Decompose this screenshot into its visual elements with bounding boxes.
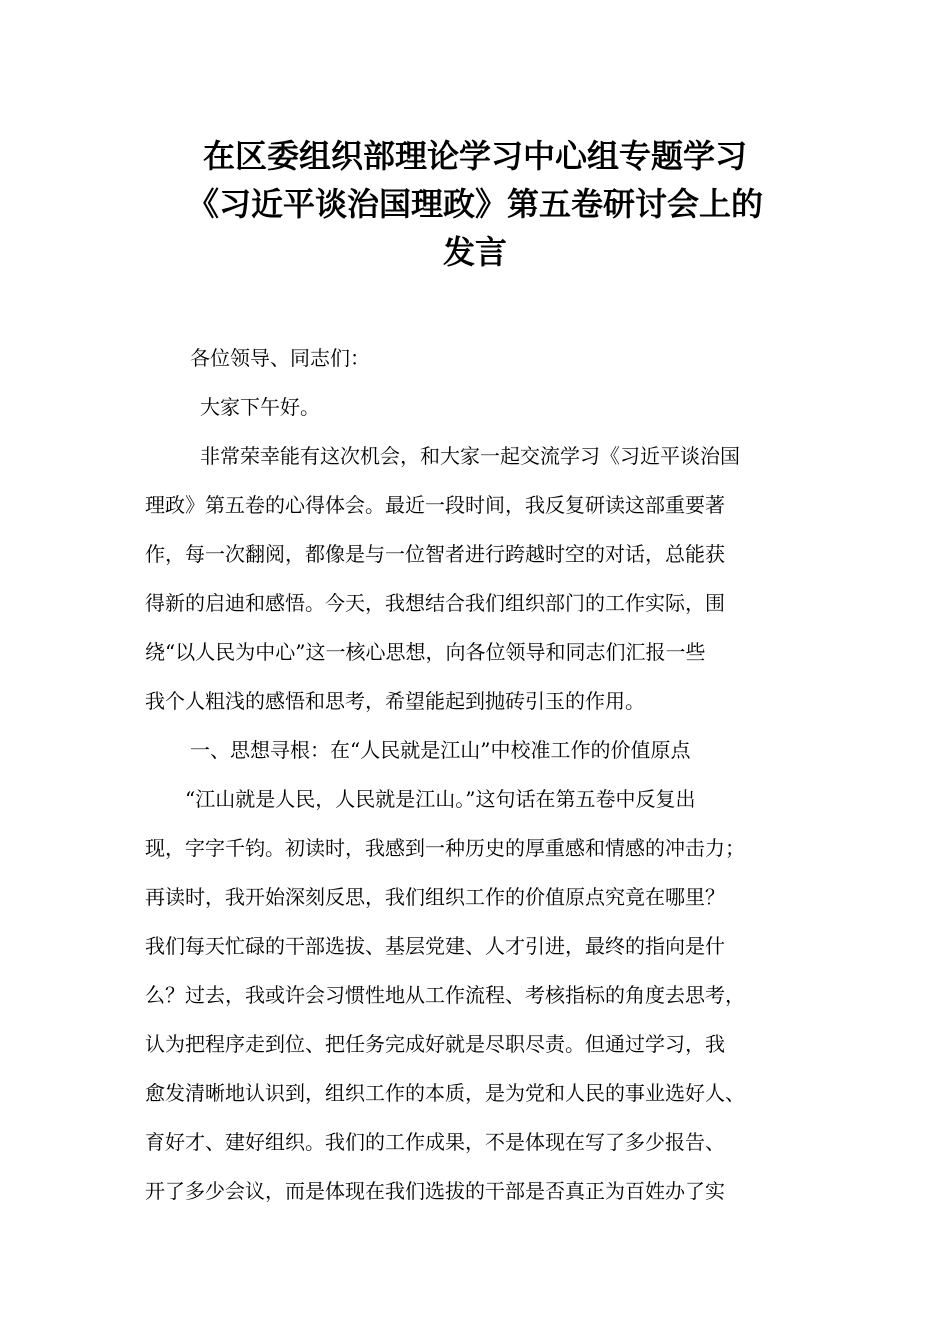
paragraph-line: 我们每天忙碌的干部选拔、基层党建、人才引进，最终的指向是什 bbox=[145, 934, 725, 958]
document-body bbox=[145, 334, 825, 1216]
title-line-3: 发言 bbox=[442, 233, 507, 271]
paragraph-line: 育好才、建好组织。我们的工作成果，不是体现在写了多少报告、 bbox=[145, 1130, 725, 1154]
paragraph-line: 作，每一次翻阅，都像是与一位智者进行跨越时空的对话，总能获 bbox=[145, 542, 725, 566]
paragraph-line: 开了多少会议，而是体现在我们选拔的干部是否真正为百姓办了实 bbox=[145, 1179, 725, 1203]
paragraph-line: “江山就是人民，人民就是江山。”这句话在第五卷中反复出 bbox=[185, 787, 696, 811]
intro-paragraph bbox=[145, 432, 825, 726]
salutation: 各位领导、同志们： bbox=[190, 346, 370, 370]
paragraph-line: 愈发清晰地认识到，组织工作的本质，是为党和人民的事业选好人、 bbox=[145, 1081, 745, 1105]
paragraph-line: 理政》第五卷的心得体会。最近一段时间，我反复研读这部重要著 bbox=[145, 493, 725, 517]
section-paragraph bbox=[145, 775, 825, 1216]
paragraph-line: 得新的启迪和感悟。今天，我想结合我们组织部门的工作实际，围 bbox=[145, 591, 725, 615]
paragraph-line: 非常荣幸能有这次机会，和大家一起交流学习《习近平谈治国 bbox=[200, 444, 740, 468]
paragraph-line: 我个人粗浅的感悟和思考，希望能起到抛砖引玉的作用。 bbox=[145, 689, 645, 713]
paragraph-line: 再读时，我开始深刻反思，我们组织工作的价值原点究竟在哪里？ bbox=[145, 885, 725, 909]
title-line-2: 《习近平谈治国理政》第五卷研讨会上的 bbox=[186, 185, 763, 223]
greeting: 大家下午好。 bbox=[200, 395, 320, 419]
section-heading: 一、思想寻根：在“人民就是江山”中校准工作的价值原点 bbox=[190, 738, 691, 762]
paragraph-line: 么？过去，我或许会习惯性地从工作流程、考核指标的角度去思考， bbox=[145, 983, 745, 1007]
title-line-1: 在区委组织部理论学习中心组专题学习 bbox=[202, 137, 747, 175]
paragraph-line: 绕“以人民为中心”这一核心思想，向各位领导和同志们汇报一些 bbox=[145, 640, 706, 664]
document-title bbox=[0, 132, 950, 276]
paragraph-line: 现，字字千钧。初读时，我感到一种历史的厚重感和情感的冲击力； bbox=[145, 836, 745, 860]
paragraph-line: 认为把程序走到位、把任务完成好就是尽职尽责。但通过学习，我 bbox=[145, 1032, 725, 1056]
